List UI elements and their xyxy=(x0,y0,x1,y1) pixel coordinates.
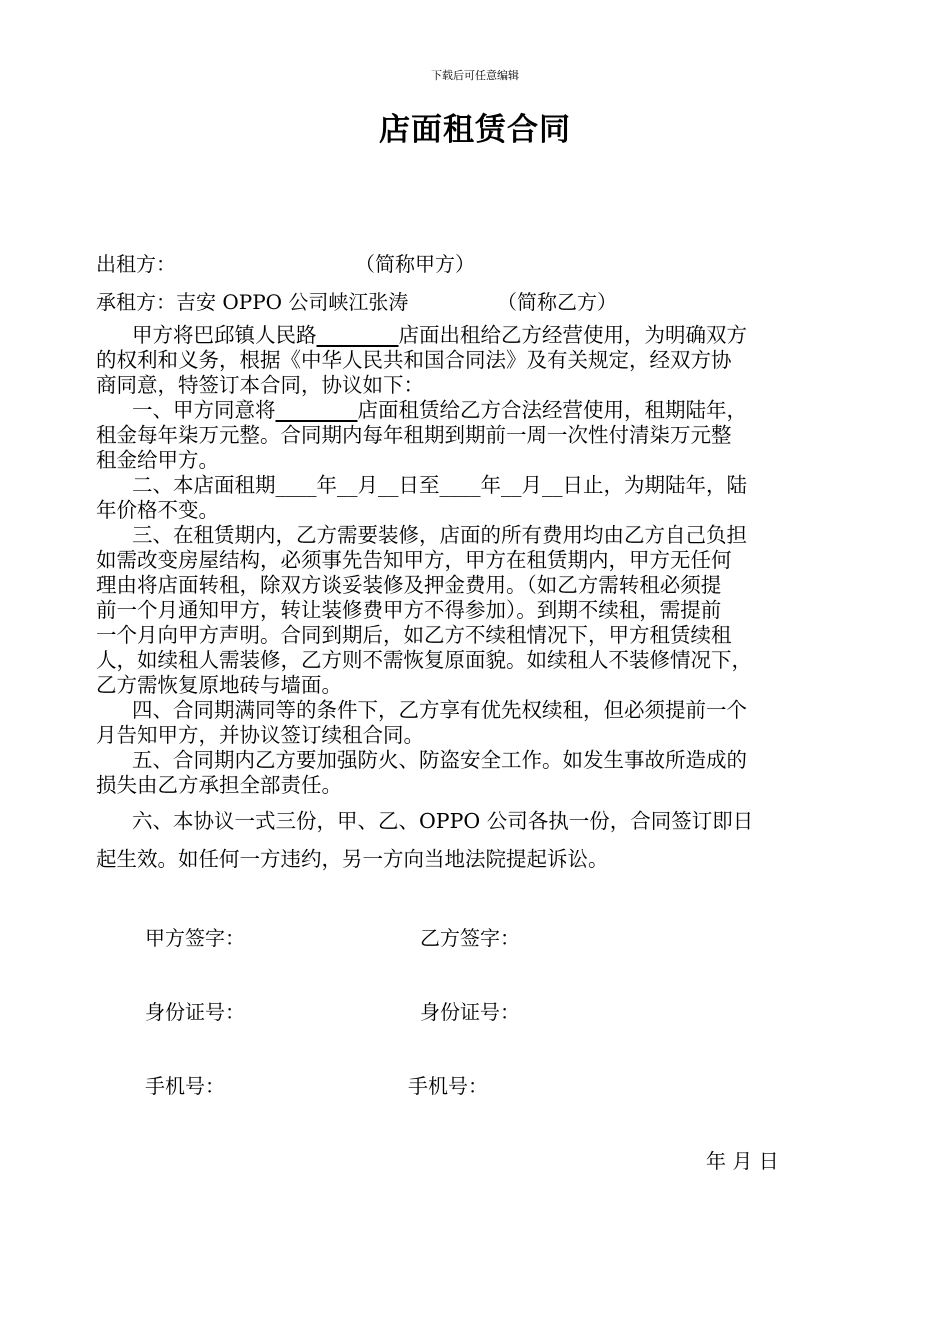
shop-blank: ________ xyxy=(275,398,358,422)
body-line: 四、合同期满同等的条件下，乙方享有优先权续租，但必须提前一个 xyxy=(132,698,747,722)
document-title: 店面租赁合同 xyxy=(379,112,571,148)
body-line: 二、本店面租期____年__月__日至____年__月__日止，为期陆年，陆 xyxy=(132,473,747,497)
header-note: 下载后可任意编辑 xyxy=(431,69,519,82)
address-blank: ________ xyxy=(316,323,399,347)
body-line: 五、合同期内乙方要加强防火、防盗安全工作。如发生事故所造成的 xyxy=(132,748,747,772)
body-line: 理由将店面转租，除双方谈妥装修及押金费用。（如乙方需转租必须提 xyxy=(96,573,722,597)
body-line: 租金给甲方。 xyxy=(96,448,219,472)
clause-six-line-2: 起生效。如任何一方违约，另一方向当地法院提起诉讼。 xyxy=(96,847,609,871)
body-line: 月告知甲方，并协议签订续租合同。 xyxy=(96,723,424,747)
body-line: 乙方需恢复原地砖与墙面。 xyxy=(96,673,342,697)
party-a-id-label: 身份证号： xyxy=(145,1000,245,1024)
party-b-id-label: 身份证号： xyxy=(420,1000,520,1024)
body-line: 甲方将巴邱镇人民路________店面出租给乙方经营使用，为明确双方 xyxy=(132,323,747,347)
body-line: 前一个月通知甲方，转让装修费甲方不得参加）。到期不续租，需提前 xyxy=(96,598,722,622)
clause-six-line-1: 六、本协议一式三份，甲、乙、OPPO 公司各执一份，合同签订即日 xyxy=(132,809,754,833)
party-b-phone-label: 手机号： xyxy=(408,1074,488,1098)
body-line: 年价格不变。 xyxy=(96,498,219,522)
contract-body xyxy=(96,323,864,798)
lessee-suffix: （简称乙方） xyxy=(497,290,617,314)
lessor-suffix: （简称甲方） xyxy=(355,252,475,276)
body-line: 一、甲方同意将________店面租赁给乙方合法经营使用，租期陆年， xyxy=(132,398,747,422)
party-a-phone-label: 手机号： xyxy=(145,1074,225,1098)
body-line: 损失由乙方承担全部责任。 xyxy=(96,773,342,797)
body-line: 人，如续租人需装修，乙方则不需恢复原面貌。如续租人不装修情况下， xyxy=(96,648,752,672)
body-line: 租金每年柒万元整。合同期内每年租期到期前一周一次性付清柒万元整 xyxy=(96,423,732,447)
body-line: 商同意，特签订本合同，协议如下： xyxy=(96,373,424,397)
body-line: 三、在租赁期内，乙方需要装修，店面的所有费用均由乙方自己负担 xyxy=(132,523,747,547)
body-line: 的权利和义务，根据《中华人民共和国合同法》及有关规定，经双方协 xyxy=(96,348,732,372)
lessor-label: 出租方： xyxy=(96,252,176,276)
body-line: 如需改变房屋结构，必须事先告知甲方，甲方在租赁期内，甲方无任何 xyxy=(96,548,732,572)
party-b-signature-label: 乙方签字： xyxy=(420,926,520,950)
date-line: 年 月 日 xyxy=(706,1149,779,1173)
body-line: 一个月向甲方声明。合同到期后，如乙方不续租情况下，甲方租赁续租 xyxy=(96,623,732,647)
party-a-signature-label: 甲方签字： xyxy=(145,926,245,950)
lessee-label: 承租方：吉安 OPPO 公司峡江张涛 xyxy=(96,290,409,314)
